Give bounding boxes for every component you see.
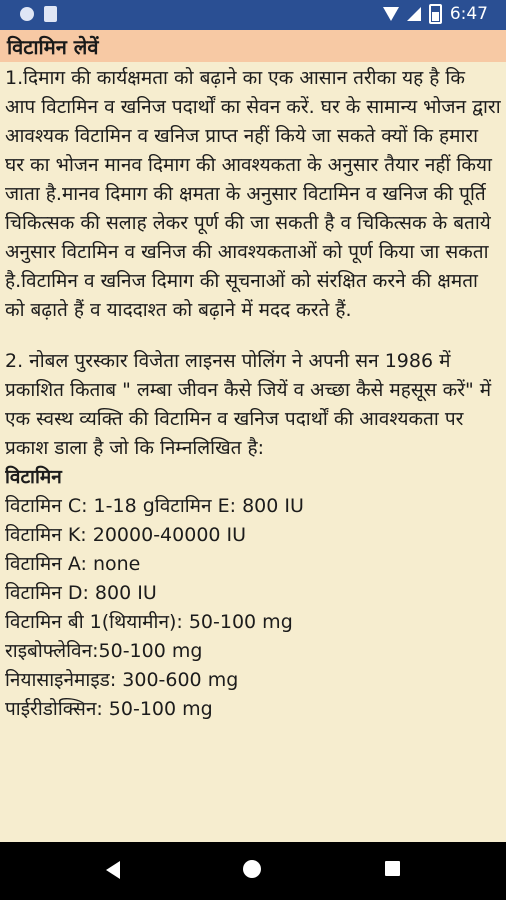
battery-icon bbox=[429, 4, 442, 24]
notification-circle-icon bbox=[20, 7, 34, 21]
vitamin-item: पाईरीडोक्सिन: 50-100 mg bbox=[5, 698, 213, 720]
home-icon[interactable] bbox=[243, 860, 261, 878]
sd-card-icon bbox=[44, 6, 57, 22]
vitamin-item: विटामिन D: 800 IU bbox=[5, 582, 157, 604]
back-icon[interactable] bbox=[106, 861, 120, 879]
paragraph-1: 1.दिमाग की कार्यक्षमता को बढ़ाने का एक आसान तरीका यह है कि आप विटामिन व खनिज पदार्थों का सेवन करें. घर के सामान्य भोजन द्वारा आवश्यक विटामिन व खनिज प्राप्त नहीं किये जा सकते क्यों कि हमारा घर का भोजन मानव दिमाग की आवश्यकता के अनुसार तैयार नहीं किया जाता है.मानव दिमाग की क्षमता के अनुसार विटामिन व खनिज की पूर्ति चिकित्सक की सलाह लेकर पूर्ण की जा सकती है व चिकित्सक के बताये अनुसार विटामिन व खनिज की आवश्यकताओं को पूर्ण किया जा सकता है.विटामिन व खनिज दिमाग की सूचनाओं को संरक्षित करने की क्षमता को बढ़ाते हैं व याददाश्त को बढ़ाने में मदद करते हैं. bbox=[5, 67, 501, 321]
wifi-icon bbox=[383, 7, 399, 21]
vitamin-item: राइबोफ्लेविन:50-100 mg bbox=[5, 640, 203, 662]
page-title: विटामिन लेवें bbox=[7, 35, 99, 59]
paragraph-spacer bbox=[5, 325, 501, 347]
paragraph-2: 2. नोबल पुरस्कार विजेता लाइनस पोलिंग ने अपनी सन 1986 में प्रकाशित किताब " लम्बा जीवन कैसे जियें व अच्छा कैसे महसूस करें" में एक स्वस्थ व्यक्ति की विटामिन व खनिज पदार्थों की आवश्यकता पर प्रकाश डाला है जो कि निम्नलिखित है: bbox=[5, 350, 492, 459]
vitamin-subheading: विटामिन bbox=[5, 466, 62, 488]
status-bar bbox=[0, 0, 506, 30]
navigation-bar bbox=[0, 842, 506, 900]
vitamin-item: नियासाइनेमाइड: 300-600 mg bbox=[5, 669, 239, 691]
vitamin-item: विटामिन K: 20000-40000 IU bbox=[5, 524, 247, 546]
recent-apps-icon[interactable] bbox=[385, 861, 400, 876]
vitamin-item: विटामिन बी 1(थियामीन): 50-100 mg bbox=[5, 611, 293, 633]
vitamin-item: विटामिन A: none bbox=[5, 553, 141, 575]
vitamin-item: विटामिन C: 1-18 gविटामिन E: 800 IU bbox=[5, 495, 304, 517]
status-time: 6:47 bbox=[449, 4, 488, 24]
article-content[interactable] bbox=[5, 64, 501, 840]
title-bar bbox=[0, 30, 506, 62]
signal-icon bbox=[407, 7, 421, 21]
